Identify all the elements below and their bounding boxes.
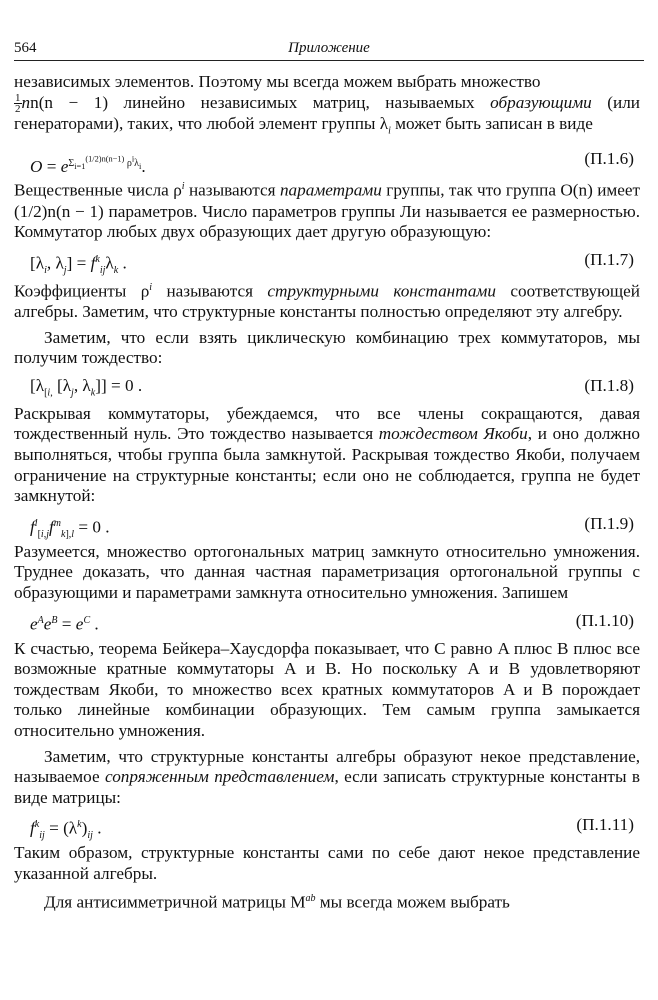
- paragraph-5: Заметим, что если взять циклическую комбинацию трех коммутаторов, мы получим тождество:: [14, 327, 640, 368]
- equation-p1-6: [14, 144, 640, 177]
- page-number: 564: [14, 40, 37, 56]
- paragraph-11: Для антисимметричной матрицы $M^{ab}$ мы всегда можем выбрать: [44, 893, 510, 913]
- paragraph-9: Заметим, что структурные константы алгебры образуют некое представление, называемое сопряженным представлением, если записать структурные константы в виде матрицы:: [14, 746, 640, 807]
- equation-formula: $e^Ae^B = e^C$ .: [30, 614, 99, 634]
- equation-p1-10: [14, 606, 640, 636]
- paragraph-1: независимых элементов. Поэтому мы всегда можем выбрать множество: [14, 72, 541, 91]
- paragraph-10: Таким образом, структурные константы сами по себе дают некое представление указанной алгебры.: [14, 843, 640, 883]
- paragraph-6: Раскрывая коммутаторы, убеждаемся, что все члены сокращаются, давая тождественный нуль. Это тождество называется тождеством Якоби, и оно должно выполняться, чтобы группа была замкнутой. Раскрывая тождество Якоби, получаем ограничение на структурные константы; если оно не соблюдается, группа не будет замкнутой:: [14, 403, 641, 506]
- equation-number: (П.1.7): [584, 249, 634, 269]
- equation-formula: [$\lambda_i$, $\lambda_j] = f^k_{ij}\lambda_k$ .: [30, 253, 127, 276]
- page-header: [14, 38, 644, 61]
- running-title: Приложение: [288, 40, 370, 56]
- page-body: [14, 72, 640, 914]
- paragraph-2: $\frac{1}{2}$ nn(n − 1) линейно независимых матриц, называемых образующими (или генераторами), таких, что любой элемент группы $\lambda_i$ может быть записан в виде: [14, 92, 640, 137]
- equation-formula: $f^l_{[i,j}f^m_{k],l} = 0$ .: [30, 517, 110, 540]
- equation-number: (П.1.6): [584, 149, 634, 169]
- equation-number: (П.1.8): [584, 375, 634, 395]
- equation-number: (П.1.11): [576, 815, 634, 835]
- paragraph-3: Вещественные числа $\rho^i$ называются параметрами группы, так что группа O(n) имеет (1/2)n(n − 1) параметров. Число параметров группы Ли называется ее размерностью. Коммутатор любых двух образующих дает другую образующую:: [14, 180, 641, 242]
- equation-number: (П.1.9): [584, 513, 634, 533]
- equation-p1-7: [14, 245, 640, 275]
- paragraph-7: Разумеется, множество ортогональных матриц замкнуто относительно умножения. Труднее доказать, что данная частная параметризация ортогональной группы с образующими и параметрами замкнута относительно умножения. Запишем: [14, 541, 640, 602]
- fraction-one-half: $\frac{1}{2}$: [15, 92, 21, 116]
- equation-p1-8: [14, 371, 640, 401]
- paragraph-4: Коэффициенты $\rho^i$ называются структурными константами соответствующей алгебры. Заметим, что структурные константы полностью определяют эту алгебру.: [14, 281, 640, 322]
- equation-p1-9: [14, 509, 640, 539]
- equation-number: (П.1.10): [575, 610, 634, 630]
- paragraph-8: К счастью, теорема Бейкера–Хаусдорфа показывает, что C равно A плюс B плюс все возможные кратные коммутаторы A и B. Но поскольку A и B удовлетворяют тождествам Якоби, то множество всех кратных коммутаторов A и B порождает только линейные комбинации образующих. Тем самым группа замыкается относительно умножения.: [14, 638, 640, 740]
- equation-formula: $O = e^{\Sigma_{i=1}^{(1/2)n(n-1)} \rho^i\lambda_i}$.: [30, 154, 146, 177]
- equation-formula: $f^k_{ij} = (\lambda^k)_{ij}$ .: [30, 819, 102, 842]
- equation-formula: [$\lambda_{[i,}$ [$\lambda_j$, $\lambda_k]] = 0$ .: [30, 375, 143, 399]
- equation-p1-11: [14, 810, 640, 840]
